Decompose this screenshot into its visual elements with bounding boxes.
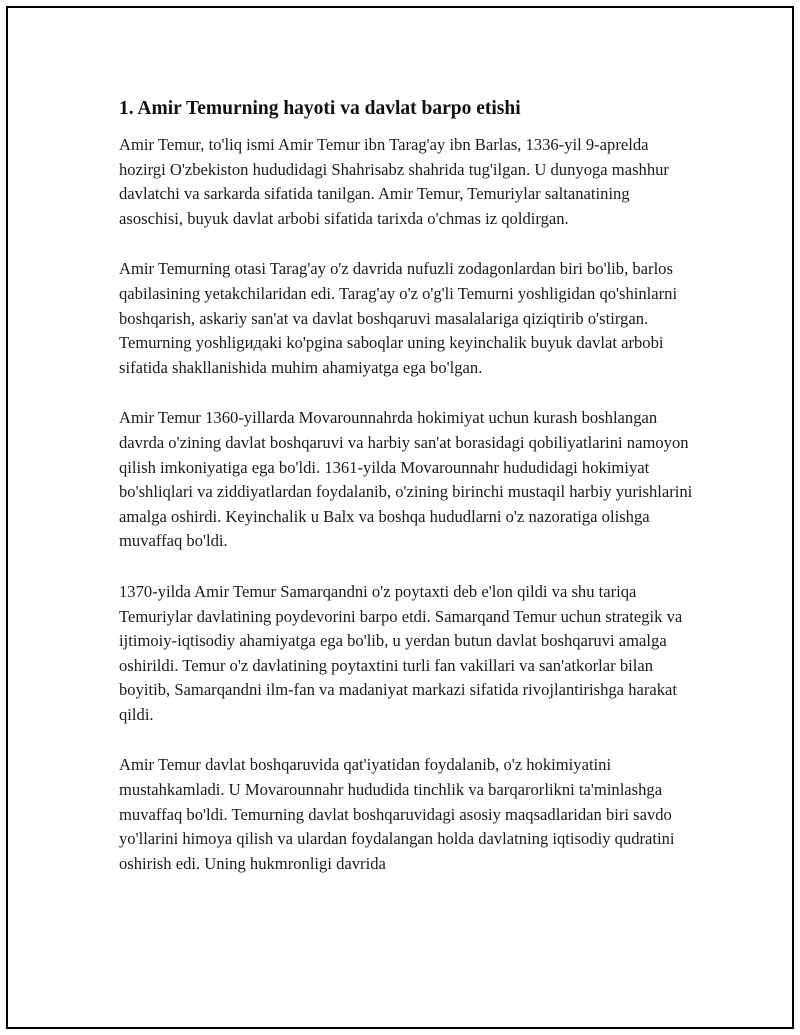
paragraph-2: Amir Temurning otasi Tarag'ay o'z davrida nufuzli zodagonlardan biri bo'lib, barlos qabilasining yetakchilaridan edi. Tarag'ay o'z o'g'li Temurni yoshligidan qo'shinlarni boshqarish, askariy san'at va davlat boshqaruvi masalalariga qiziqtirib o'stirgan. Temurning yoshligидаki ko'pgina saboqlar uning keyinchalik buyuk davlat arbobi sifatida shakllanishida muhim ahamiyatga ega bo'lgan. <box>119 259 678 377</box>
paragraph-5: Amir Temur davlat boshqaruvida qat'iyatidan foydalanib, o'z hokimiyatini mustahkamladi. U Movarounnahr hududida tinchlik va barqarorlikni ta'minlashga muvaffaq bo'ldi. Temurning davlat boshqaruvidagi asosiy maqsadlaridan biri savdo yo'llarini himoya qilish va ulardan foydalangan holda davlatning iqtisodiy qudratini oshirish edi. Uning hukmronligi davrida <box>119 755 675 873</box>
paragraph-3: Amir Temur 1360-yillarda Movarounnahrda hokimiyat uchun kurash boshlangan davrda o'zining davlat boshqaruvi va harbiy san'at borasidagi qobiliyatlarini namoyon qilish imkoniyatiga ega bo'ldi. 1361-yilda Movarounnahr hududidagi hokimiyat bo'shliqlari va ziddiyatlardan foydalanib, o'zining birinchi mustaqil harbiy yurishlarini amalga oshirdi. Keyinchalik u Balx va boshqa hududlarni o'z nazoratiga olishga muvaffaq bo'ldi. <box>119 408 693 551</box>
paragraph-1: Amir Temur, to'liq ismi Amir Temur ibn Tarag'ay ibn Barlas, 1336-yil 9-aprelda hozirgi O'zbekiston hududidagi Shahrisabz shahrida tug'ilgan. U dunyoga mashhur davlatchi va sarkarda sifatida tanilgan. Amir Temur, Temuriylar saltanatining asoschisi, buyuk davlat arbobi sifatida tarixda o'chmas iz qoldirgan. <box>119 135 669 228</box>
section-title: 1. Amir Temurning hayoti va davlat barpo etishi <box>119 98 521 119</box>
document-body <box>119 96 694 902</box>
page-frame <box>6 6 794 1029</box>
paragraph-4: 1370-yilda Amir Temur Samarqandni o'z poytaxti deb e'lon qildi va shu tariqa Temuriylar davlatining poydevorini barpo etdi. Samarqand Temur uchun strategik va ijtimoiy-iqtisodiy ahamiyatga ega bo'lib, u yerdan butun davlat boshqaruvi amalga oshirildi. Temur o'z davlatining poytaxtini turli fan vakillari va san'atkorlar bilan boyitib, Samarqandni ilm-fan va madaniyat markazi sifatida rivojlantirishga harakat qildi. <box>119 581 683 724</box>
